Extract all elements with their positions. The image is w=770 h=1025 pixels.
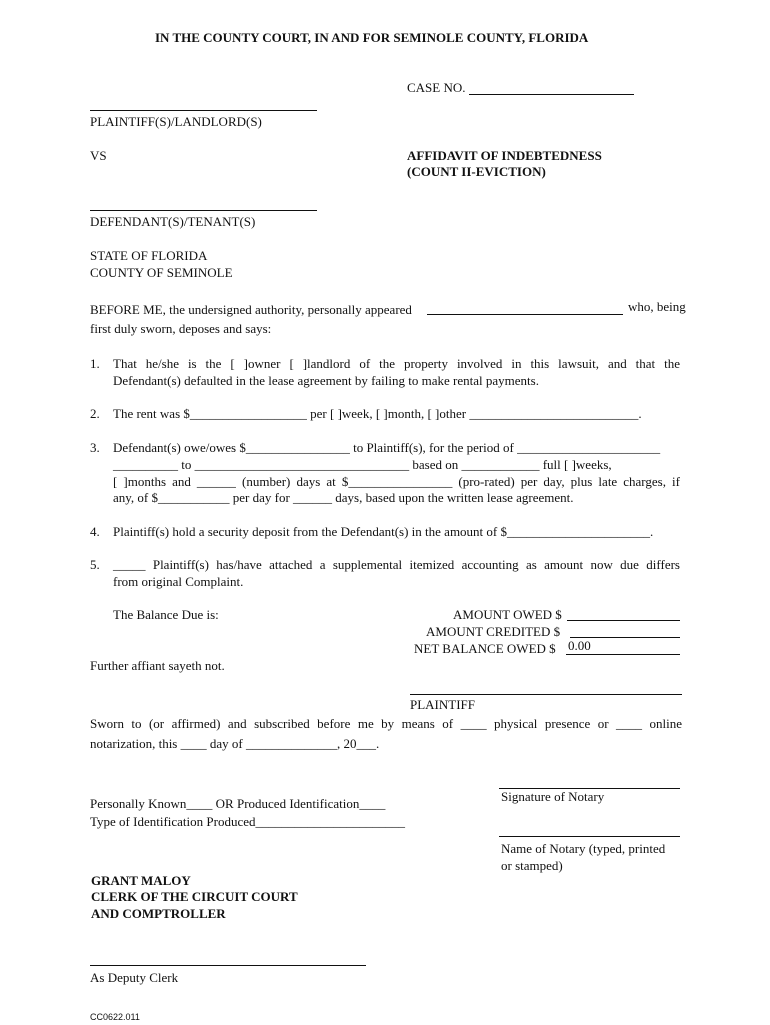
case-no-field[interactable] bbox=[469, 94, 634, 95]
amount-owed-field[interactable] bbox=[567, 620, 680, 621]
notary-name-label-1: Name of Notary (typed, printed bbox=[501, 841, 666, 856]
plaintiff-signature-label: PLAINTIFF bbox=[410, 697, 476, 712]
court-title: IN THE COUNTY COURT, IN AND FOR SEMINOLE COUNTY, FLORIDA bbox=[155, 30, 589, 45]
item-4-line1: Plaintiff(s) hold a security deposit from the Defendant(s) in the amount of $______________________. bbox=[113, 524, 654, 539]
item-5-number: 5. bbox=[90, 557, 100, 572]
deputy-clerk-label: As Deputy Clerk bbox=[90, 970, 179, 985]
defendant-name-field[interactable] bbox=[90, 210, 317, 211]
intro-text: BEFORE ME, the undersigned authority, personally appeared bbox=[90, 302, 412, 317]
form-title-line2: (COUNT II-EVICTION) bbox=[407, 164, 546, 179]
net-balance-value[interactable]: 0.00 bbox=[568, 638, 591, 653]
notary-signature-label: Signature of Notary bbox=[501, 789, 605, 804]
amount-owed-label: AMOUNT OWED $ bbox=[453, 607, 562, 622]
item-1-line2: Defendant(s) defaulted in the lease agreement by failing to make rental payments. bbox=[113, 373, 539, 388]
personally-known: Personally Known____ OR Produced Identification____ bbox=[90, 796, 386, 811]
plaintiff-label: PLAINTIFF(S)/LANDLORD(S) bbox=[90, 114, 262, 129]
item-1-number: 1. bbox=[90, 356, 100, 371]
affiant-name-field[interactable] bbox=[427, 314, 623, 315]
item-5-line1: _____ Plaintiff(s) has/have attached a supplemental itemized accounting as amount now due differs bbox=[113, 557, 680, 572]
intro-sworn: first duly sworn, deposes and says: bbox=[90, 321, 272, 336]
case-no-label: CASE NO. bbox=[407, 80, 466, 95]
item-4-number: 4. bbox=[90, 524, 100, 539]
item-2-number: 2. bbox=[90, 406, 100, 421]
net-balance-underline bbox=[566, 654, 680, 655]
form-title-line1: AFFIDAVIT OF INDEBTEDNESS bbox=[407, 148, 602, 163]
item-3-line1: Defendant(s) owe/owes $________________ to Plaintiff(s), for the period of ______________________ bbox=[113, 440, 661, 455]
amount-credited-label: AMOUNT CREDITED $ bbox=[426, 624, 561, 639]
balance-due-label: The Balance Due is: bbox=[113, 607, 219, 622]
form-code: CC0622.011 bbox=[90, 1012, 140, 1022]
vs-label: VS bbox=[90, 148, 107, 163]
item-3-line4: any, of $___________ per day for ______ days, based upon the written lease agreement. bbox=[113, 490, 574, 505]
sworn-line1: Sworn to (or affirmed) and subscribed before me by means of ____ physical presence or ____ online bbox=[90, 716, 682, 731]
venue-county: COUNTY OF SEMINOLE bbox=[90, 265, 233, 280]
plaintiff-signature-field[interactable] bbox=[410, 694, 682, 695]
item-3-line3: [ ]months and ______ (number) days at $________________ (pro-rated) per day, plus late charges, if bbox=[113, 474, 680, 489]
item-2-line1: The rent was $__________________ per [ ]week, [ ]month, [ ]other __________________________. bbox=[113, 406, 642, 421]
sworn-line2: notarization, this ____ day of ______________, 20___. bbox=[90, 736, 380, 751]
item-3-line2: __________ to _________________________________ based on ____________ full [ ]weeks, bbox=[113, 457, 612, 472]
plaintiff-name-field[interactable] bbox=[90, 110, 317, 111]
notary-name-label-2: or stamped) bbox=[501, 858, 563, 873]
net-balance-label: NET BALANCE OWED $ bbox=[414, 641, 556, 656]
item-3-number: 3. bbox=[90, 440, 100, 455]
item-5-line2: from original Complaint. bbox=[113, 574, 244, 589]
clerk-title-2: AND COMPTROLLER bbox=[91, 906, 226, 921]
notary-name-field[interactable] bbox=[499, 836, 680, 837]
intro-who-being: who, being bbox=[628, 299, 686, 314]
clerk-title-1: CLERK OF THE CIRCUIT COURT bbox=[91, 889, 298, 904]
venue-state: STATE OF FLORIDA bbox=[90, 248, 208, 263]
id-type: Type of Identification Produced_______________________ bbox=[90, 814, 406, 829]
clerk-name: GRANT MALOY bbox=[91, 873, 191, 888]
deputy-clerk-signature-field[interactable] bbox=[90, 965, 366, 966]
item-1-line1: That he/she is the [ ]owner [ ]landlord of the property involved in this lawsuit, and that the bbox=[113, 356, 680, 371]
defendant-label: DEFENDANT(S)/TENANT(S) bbox=[90, 214, 256, 229]
further-affiant: Further affiant sayeth not. bbox=[90, 658, 225, 673]
